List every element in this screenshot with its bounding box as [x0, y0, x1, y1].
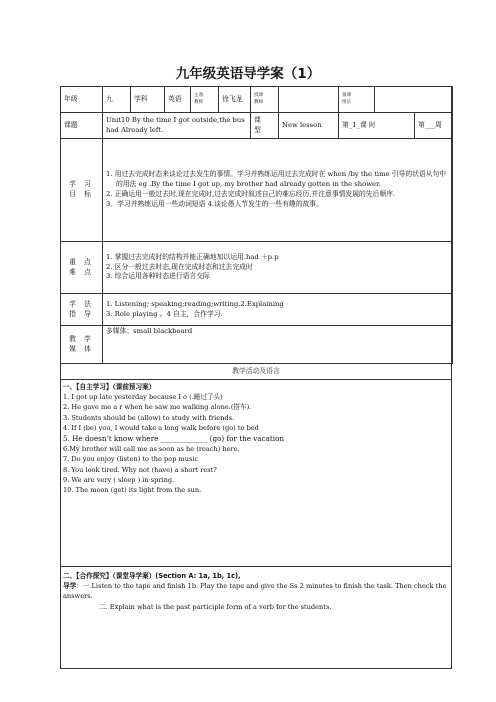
- objective-item: 1. 用过去完成时态来谈论过去发生的事情。学习并熟练运用过去完成时在 when /by the time 引导的状语从句中的用法 eg .By the time I got up, my brother had already gotten in the shower.: [106, 170, 447, 189]
- keypoints-label: 重 点 难 点: [61, 242, 103, 294]
- subject-value: 英语: [165, 87, 191, 113]
- keypoint-item: 1. 掌握过去完成时的结构并能正确地加以运用.had ＋p.p: [106, 252, 279, 261]
- media-label: 教 学 媒 体: [61, 326, 103, 364]
- type-label: 课 型: [251, 113, 279, 139]
- method-item: 3. Role playing 。4 自主，合作学习.: [106, 309, 223, 318]
- preparer-label: 主备 教师: [191, 87, 219, 113]
- lecturer-label: 授课 教师: [251, 87, 279, 113]
- divider: [60, 379, 452, 380]
- exercise-line: 10. The moon (get) its light from the sun.: [63, 486, 202, 495]
- type-value: New lesson: [279, 113, 339, 139]
- method-content: [103, 294, 453, 326]
- cooperation-section: [60, 571, 452, 612]
- objective-item: 2. 正确运用一般过去时,现在完成时,过去完成时叙述自己的难忘经历,并注意事情发展的先后顺序.: [106, 190, 396, 198]
- exercise-line: 3. Students should be (allow) to study with friends.: [63, 413, 235, 422]
- leader-value: [375, 87, 453, 113]
- objectives-label: 学 习 目 标: [61, 139, 103, 242]
- header-row-2: [61, 113, 453, 139]
- guide-text: ：一.Listen to the tape and finish 1b. Play the tape and give the Ss 2 minutes to finish the task. Then check the answers.: [63, 582, 447, 601]
- cooperation-title: 二、【合作探究】（课堂导学案）(Section A: 1a, 1b, 1c),: [63, 572, 241, 580]
- topic-value: Unit10 By the time I got outside,the bus had Already left.: [103, 113, 251, 139]
- subject-label: 学科: [131, 87, 165, 113]
- week-number: 第___周: [415, 113, 453, 139]
- exercise-line: 7. Do you enjoy (listen) to the pop music: [63, 455, 199, 464]
- objective-item: 3．学习并熟练运用一些动词短语 4.谈论愚人节发生的一些有趣的故事。: [106, 199, 323, 208]
- method-item: 1. Listening; speaking;reading;writing.2.Explaining: [106, 299, 284, 308]
- media-row: [61, 326, 453, 364]
- media-value: 多媒体；small blackboard: [103, 326, 453, 364]
- method-row: [61, 294, 453, 326]
- exercise-line: 5. He doesn’t know where _____________ (go) for the vacation: [63, 434, 285, 444]
- exercise-line: 2. He gave me a r when he saw me walking alone.(搭车).: [63, 403, 252, 412]
- guide-label: 导学: [63, 582, 77, 591]
- leader-label: 备课 组长: [339, 87, 375, 113]
- lecturer-value: [279, 87, 339, 113]
- preview-section: [60, 382, 452, 495]
- header-row-1: [61, 87, 453, 113]
- exercise-line: 1. I got up late yesterday because I o (.睡过了头): [63, 393, 223, 402]
- exercise-line: 6.My brother will call me as soon as he (reach) here.: [63, 445, 240, 454]
- guide-paragraph: [63, 581, 449, 601]
- method-label: 学 法 指 导: [61, 294, 103, 326]
- objectives-row: [61, 139, 453, 242]
- preparer-value: 徐飞龙: [219, 87, 251, 113]
- keypoint-item: 3. 综合运用各种时态进行语言交际: [106, 272, 210, 281]
- keypoints-row: [61, 242, 453, 294]
- lesson-info-table: [60, 86, 453, 364]
- exercise-line: 8. You look tired. Why not (have) a short rest?: [63, 465, 217, 474]
- page-title: 九年级英语导学案（1）: [175, 66, 321, 82]
- exercise-line: 4. If I (be) you, I would take a long walk before (go) to bed: [63, 423, 259, 432]
- preview-title: 一、【自主学习】（课前预习案）: [63, 383, 156, 391]
- lesson-number: 第_1_课 时: [339, 113, 415, 139]
- exercise-line: 9. We are very ( sleep ) in spring.: [63, 475, 175, 484]
- step-two: 二. Explain what is the past participle form of a verb for the students.: [99, 602, 332, 611]
- grade-label: 年级: [61, 87, 103, 113]
- grade-value: 九: [103, 87, 131, 113]
- activities-heading: 教学活动及语言: [232, 367, 280, 375]
- topic-label: 课题: [61, 113, 103, 139]
- objectives-content: [103, 139, 453, 242]
- keypoints-content: [103, 242, 453, 294]
- keypoint-item: 2. 区分一般过去时态,现在完成时态和过去完成时: [106, 262, 253, 271]
- divider: [60, 566, 452, 567]
